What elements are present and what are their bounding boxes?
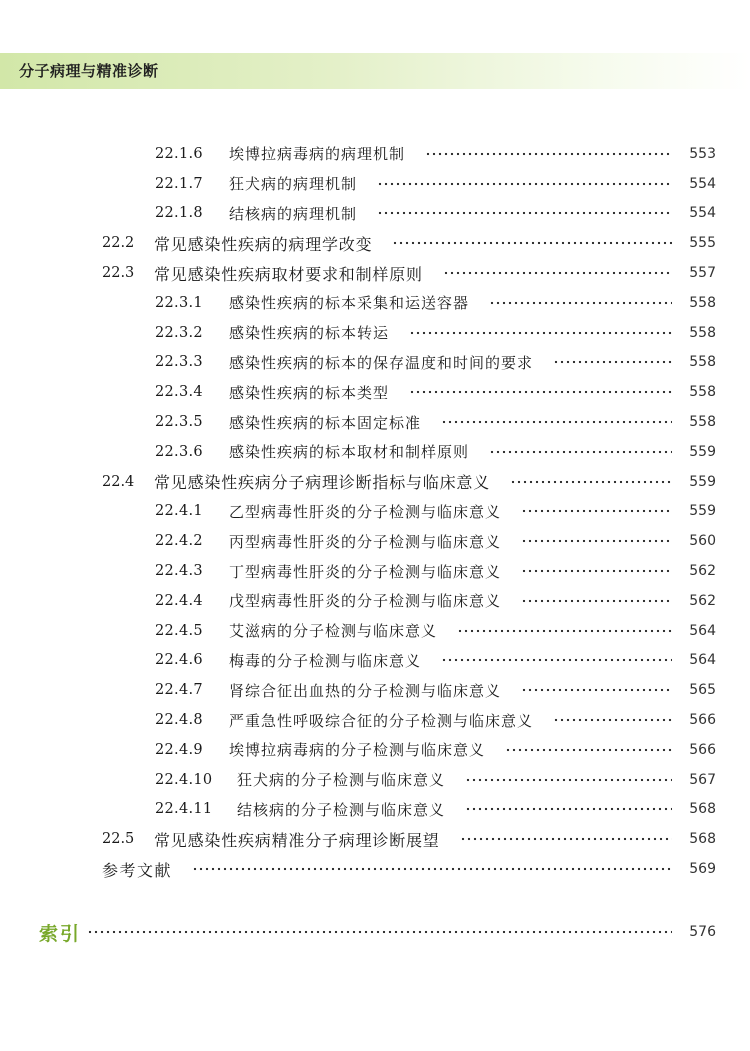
dot-leader xyxy=(553,718,672,722)
toc-entry-number: 22.1.7 xyxy=(155,175,203,192)
toc-index[interactable] xyxy=(39,916,716,948)
toc-entry-22-1-8[interactable] xyxy=(0,199,750,229)
toc-entry-number: 22.3.1 xyxy=(155,294,203,311)
toc-entry-title: 埃博拉病毒病的病理机制 xyxy=(229,145,406,164)
toc-entry-number: 22.3.6 xyxy=(155,443,203,460)
toc-entry-number: 22.3.3 xyxy=(155,354,203,371)
dot-leader xyxy=(441,658,672,662)
toc-entry-number: 22.4.10 xyxy=(155,771,213,788)
toc-section-number: 22.2 xyxy=(102,235,135,252)
dot-leader xyxy=(192,867,672,871)
toc-entry-22-4-3[interactable] xyxy=(0,556,750,586)
toc-section-number: 22.3 xyxy=(102,265,135,282)
index-page: 576 xyxy=(689,924,716,940)
toc-entry-page: 562 xyxy=(689,592,716,609)
dot-leader xyxy=(377,182,672,186)
toc-entry-page: 558 xyxy=(689,384,716,401)
dot-leader xyxy=(460,837,672,841)
toc-entry-title: 狂犬病的病理机制 xyxy=(229,175,358,194)
dot-leader xyxy=(489,301,672,305)
dot-leader xyxy=(409,331,672,335)
toc-entry-page: 566 xyxy=(689,741,716,758)
toc-entry-title: 结核病的病理机制 xyxy=(229,204,358,223)
toc-entry-page: 558 xyxy=(689,324,716,341)
toc-entry-22-3-2[interactable] xyxy=(0,318,750,348)
toc-entry-22-4-11[interactable] xyxy=(0,795,750,825)
toc-entry-number: 22.4.5 xyxy=(155,622,203,639)
toc-section-22-5[interactable] xyxy=(0,824,750,854)
toc-entry-page: 558 xyxy=(689,294,716,311)
toc-entry-number: 22.1.6 xyxy=(155,145,203,162)
toc-references[interactable] xyxy=(0,854,750,884)
toc-entry-page: 565 xyxy=(689,682,716,699)
dot-leader xyxy=(443,271,672,275)
toc-entry-title: 感染性疾病的标本的保存温度和时间的要求 xyxy=(229,353,534,372)
toc-entry-page: 554 xyxy=(689,205,716,222)
toc-entry-22-4-2[interactable] xyxy=(0,526,750,556)
toc-references-title: 参考文献 xyxy=(102,860,173,880)
toc-section-page: 555 xyxy=(689,235,716,252)
book-title: 分子病理与精准诊断 xyxy=(19,62,159,80)
toc-entry-title: 感染性疾病的标本取材和制样原则 xyxy=(229,443,470,462)
toc-entry-page: 562 xyxy=(689,563,716,580)
toc-section-title: 常见感染性疾病取材要求和制样原则 xyxy=(154,264,423,284)
toc-entry-page: 560 xyxy=(689,533,716,550)
toc-entry-page: 558 xyxy=(689,414,716,431)
toc-entry-title: 丁型病毒性肝炎的分子检测与临床意义 xyxy=(229,562,502,581)
toc-entry-number: 22.4.7 xyxy=(155,682,203,699)
dot-leader xyxy=(521,509,672,513)
toc-entry-title: 感染性疾病的标本转运 xyxy=(229,324,390,343)
toc-entry-22-1-6[interactable] xyxy=(0,139,750,169)
toc-section-number: 22.5 xyxy=(102,831,135,848)
toc-section-title: 常见感染性疾病分子病理诊断指标与临床意义 xyxy=(154,473,491,493)
toc-entry-title: 埃博拉病毒病的分子检测与临床意义 xyxy=(229,741,486,760)
dot-leader xyxy=(392,241,672,245)
toc-entry-page: 559 xyxy=(689,443,716,460)
toc-entry-22-4-10[interactable] xyxy=(0,765,750,795)
dot-leader xyxy=(521,569,672,573)
toc-entry-title: 丙型病毒性肝炎的分子检测与临床意义 xyxy=(229,532,502,551)
toc-entry-22-4-8[interactable] xyxy=(0,705,750,735)
toc-references-page: 569 xyxy=(689,861,716,878)
toc-entry-page: 567 xyxy=(689,771,716,788)
toc-entry-22-3-5[interactable] xyxy=(0,407,750,437)
toc-entry-page: 559 xyxy=(689,503,716,520)
dot-leader xyxy=(465,778,672,782)
dot-leader xyxy=(521,539,672,543)
dot-leader xyxy=(505,748,672,752)
table-of-contents xyxy=(0,139,750,884)
toc-entry-page: 564 xyxy=(689,622,716,639)
toc-entry-page: 558 xyxy=(689,354,716,371)
toc-entry-title: 结核病的分子检测与临床意义 xyxy=(237,800,446,819)
index-title: 索引 xyxy=(39,922,82,945)
toc-section-22-4[interactable] xyxy=(0,467,750,497)
dot-leader xyxy=(87,930,672,934)
toc-entry-page: 568 xyxy=(689,801,716,818)
toc-entry-22-3-1[interactable] xyxy=(0,288,750,318)
toc-section-number: 22.4 xyxy=(102,473,135,490)
toc-entry-22-4-7[interactable] xyxy=(0,675,750,705)
toc-entry-22-4-5[interactable] xyxy=(0,616,750,646)
toc-entry-title: 艾滋病的分子检测与临床意义 xyxy=(229,622,438,641)
toc-entry-title: 狂犬病的分子检测与临床意义 xyxy=(237,771,446,790)
toc-entry-22-4-1[interactable] xyxy=(0,497,750,527)
toc-entry-number: 22.4.8 xyxy=(155,712,203,729)
toc-section-22-2[interactable] xyxy=(0,228,750,258)
dot-leader xyxy=(465,807,672,811)
dot-leader xyxy=(377,211,672,215)
running-header xyxy=(0,53,750,89)
toc-entry-number: 22.4.2 xyxy=(155,533,203,550)
toc-entry-number: 22.4.1 xyxy=(155,503,203,520)
toc-section-page: 559 xyxy=(689,473,716,490)
toc-section-page: 568 xyxy=(689,831,716,848)
toc-section-title: 常见感染性疾病的病理学改变 xyxy=(154,234,373,254)
dot-leader xyxy=(441,420,672,424)
toc-section-title: 常见感染性疾病精准分子病理诊断展望 xyxy=(154,830,440,850)
toc-entry-number: 22.4.4 xyxy=(155,592,203,609)
toc-entry-title: 戊型病毒性肝炎的分子检测与临床意义 xyxy=(229,592,502,611)
dot-leader xyxy=(489,450,672,454)
dot-leader xyxy=(521,688,672,692)
toc-entry-22-4-9[interactable] xyxy=(0,735,750,765)
toc-entry-title: 肾综合征出血热的分子检测与临床意义 xyxy=(229,681,502,700)
dot-leader xyxy=(553,360,672,364)
dot-leader xyxy=(457,629,672,633)
toc-section-22-3[interactable] xyxy=(0,258,750,288)
toc-entry-title: 严重急性呼吸综合征的分子检测与临床意义 xyxy=(229,711,534,730)
toc-entry-22-3-4[interactable] xyxy=(0,377,750,407)
toc-entry-page: 553 xyxy=(689,145,716,162)
toc-entry-number: 22.1.8 xyxy=(155,205,203,222)
toc-entry-number: 22.3.2 xyxy=(155,324,203,341)
toc-entry-page: 554 xyxy=(689,175,716,192)
dot-leader xyxy=(425,152,672,156)
toc-entry-title: 梅毒的分子检测与临床意义 xyxy=(229,651,422,670)
toc-entry-page: 564 xyxy=(689,652,716,669)
toc-entry-title: 感染性疾病的标本采集和运送容器 xyxy=(229,294,470,313)
toc-entry-number: 22.3.5 xyxy=(155,414,203,431)
toc-entry-page: 566 xyxy=(689,712,716,729)
dot-leader xyxy=(510,480,672,484)
toc-entry-number: 22.4.11 xyxy=(155,801,213,818)
toc-section-page: 557 xyxy=(689,265,716,282)
toc-entry-22-1-7[interactable] xyxy=(0,169,750,199)
toc-entry-22-3-6[interactable] xyxy=(0,437,750,467)
toc-entry-title: 乙型病毒性肝炎的分子检测与临床意义 xyxy=(229,502,502,521)
toc-entry-22-4-4[interactable] xyxy=(0,586,750,616)
toc-entry-title: 感染性疾病的标本类型 xyxy=(229,383,390,402)
toc-entry-number: 22.4.3 xyxy=(155,563,203,580)
dot-leader xyxy=(521,599,672,603)
dot-leader xyxy=(409,390,672,394)
toc-entry-22-3-3[interactable] xyxy=(0,348,750,378)
toc-entry-title: 感染性疾病的标本固定标准 xyxy=(229,413,422,432)
toc-entry-number: 22.4.6 xyxy=(155,652,203,669)
toc-entry-22-4-6[interactable] xyxy=(0,646,750,676)
toc-entry-number: 22.3.4 xyxy=(155,384,203,401)
toc-entry-number: 22.4.9 xyxy=(155,741,203,758)
